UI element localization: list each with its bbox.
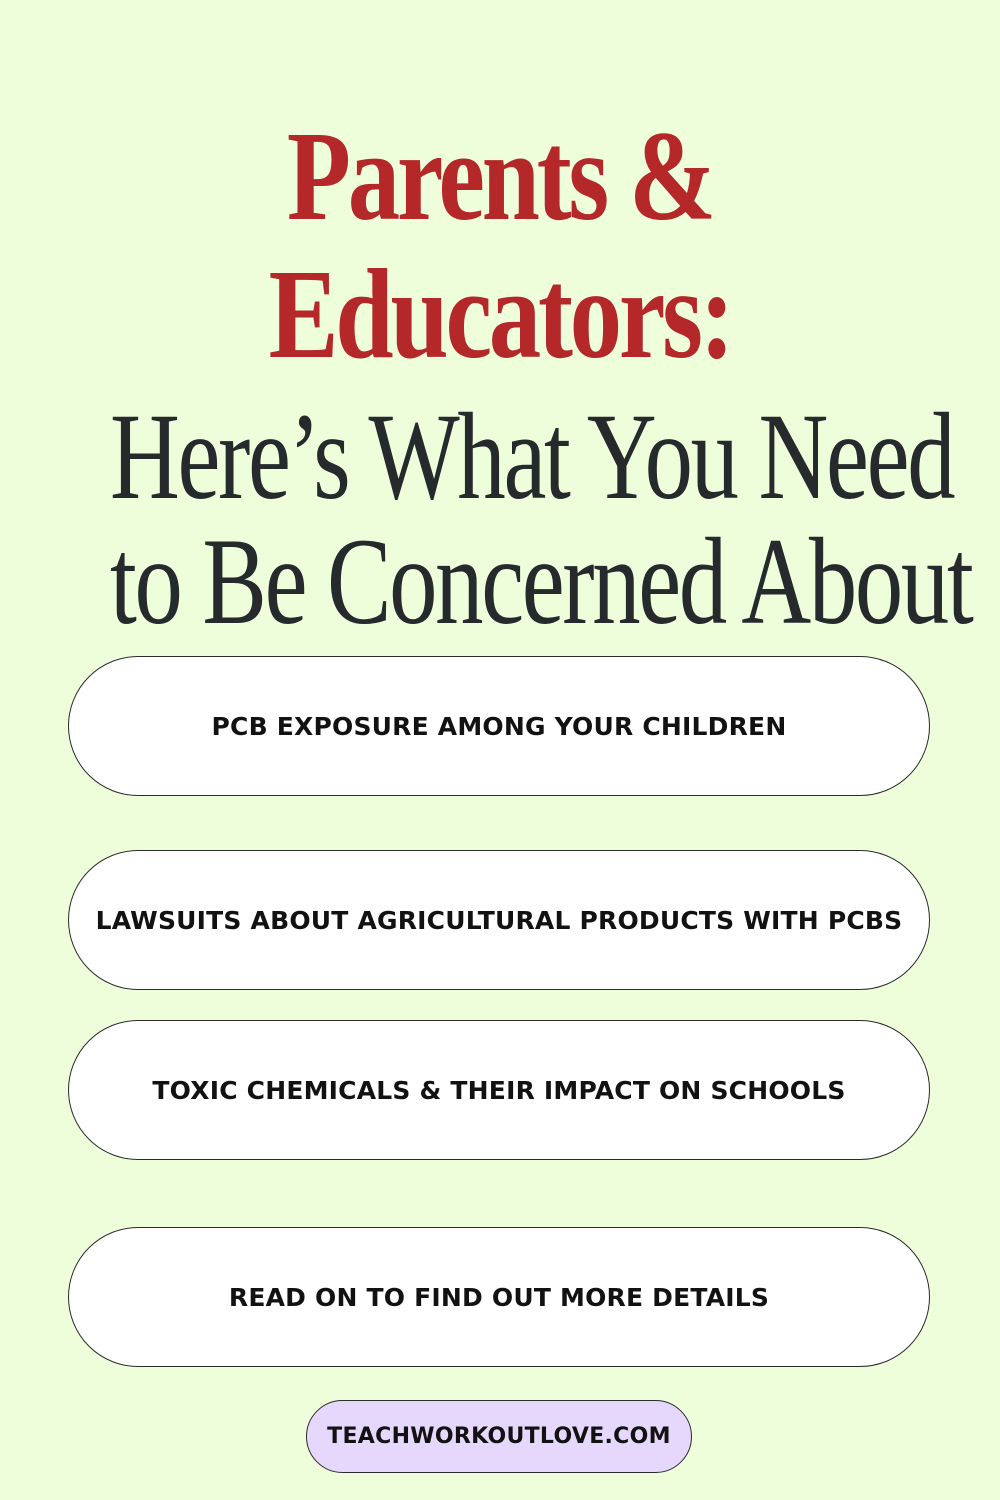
topic-label: PCB EXPOSURE AMONG YOUR CHILDREN: [211, 711, 787, 741]
topic-pill-lawsuits: [68, 850, 930, 990]
title-line-1: Parents &: [286, 105, 714, 247]
website-badge[interactable]: [306, 1400, 692, 1473]
subtitle-line-1: Here’s What You Need: [110, 388, 954, 525]
topic-pill-pcb-exposure: [68, 656, 930, 796]
topic-label: TOXIC CHEMICALS & THEIR IMPACT ON SCHOOLS: [152, 1075, 846, 1105]
topic-pill-read-more: [68, 1227, 930, 1367]
topic-label: LAWSUITS ABOUT AGRICULTURAL PRODUCTS WITH PCBS: [95, 905, 903, 935]
subtitle-line-2: to Be Concerned About: [110, 513, 972, 650]
title-line-2: Educators:: [268, 243, 732, 385]
topic-pill-toxic-chemicals: [68, 1020, 930, 1160]
topic-label: READ ON TO FIND OUT MORE DETAILS: [228, 1282, 770, 1312]
website-label: TEACHWORKOUTLOVE.COM: [327, 1424, 671, 1449]
